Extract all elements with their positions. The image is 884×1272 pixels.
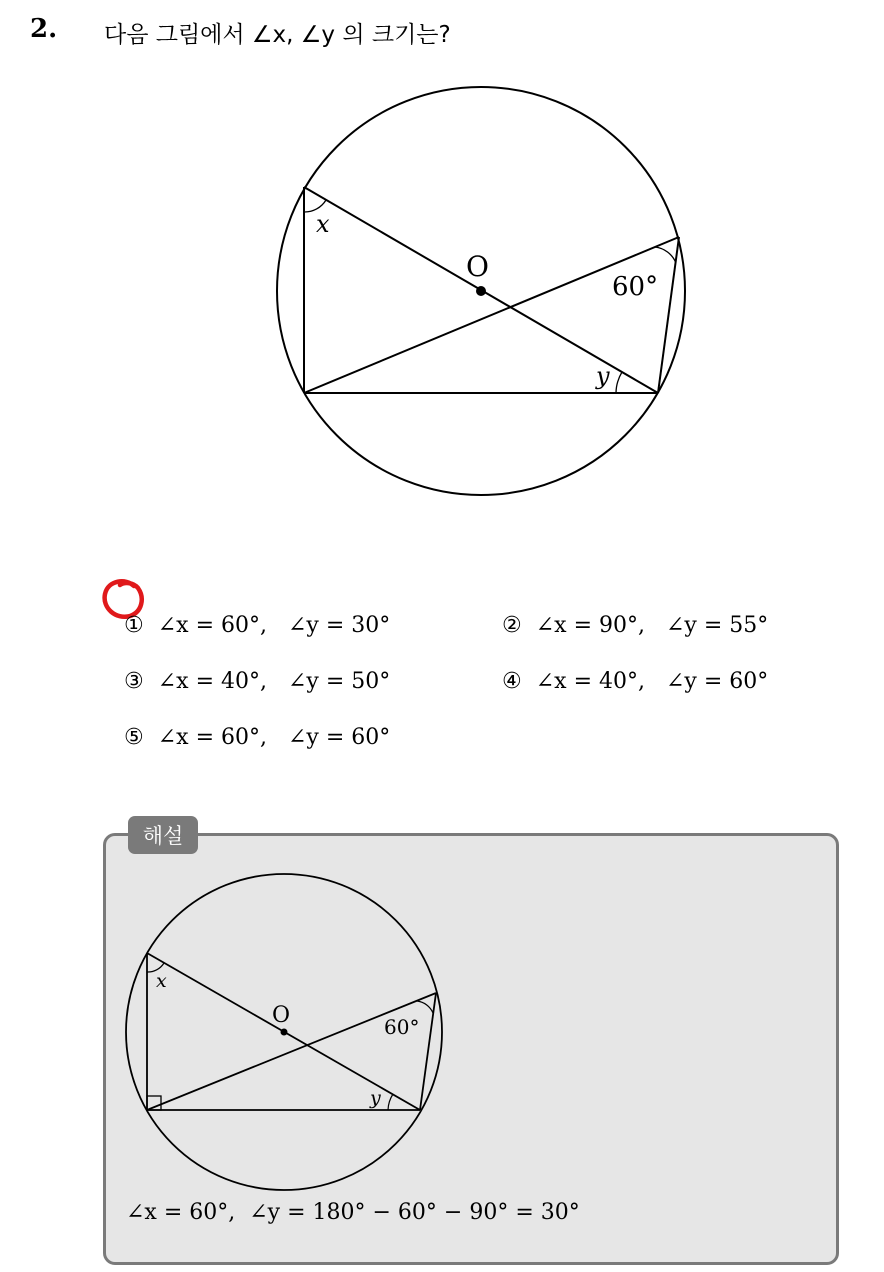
- choice-4-text: ∠x = 40°, ∠y = 60°: [535, 669, 769, 694]
- choice-5-number: ⑤: [124, 725, 144, 750]
- solution-text: ∠x = 60°, ∠y = 180° − 60° − 90° = 30°: [126, 1200, 580, 1225]
- question-text: 다음 그림에서 ∠x, ∠y 의 크기는?: [104, 22, 451, 48]
- choice-1-number: ①: [124, 613, 144, 638]
- question-number: 2.: [30, 14, 58, 44]
- choice-3-text: ∠x = 40°, ∠y = 50°: [157, 669, 391, 694]
- main-label-o: O: [466, 250, 489, 283]
- choice-2-number: ②: [502, 613, 522, 638]
- main-label-60: 60°: [612, 272, 659, 302]
- solution-chord-to-right: [147, 993, 436, 1110]
- solution-label-o: O: [272, 1003, 291, 1028]
- solution-right-side: [420, 993, 436, 1110]
- solution-tag: 해설: [128, 816, 198, 854]
- solution-center-point: [281, 1029, 288, 1036]
- choice-2-text: ∠x = 90°, ∠y = 55°: [535, 613, 769, 638]
- solution-arc-y: [388, 1094, 393, 1110]
- main-label-y: y: [596, 362, 610, 390]
- choice-1-text: ∠x = 60°, ∠y = 30°: [157, 613, 391, 638]
- choice-3-number: ③: [124, 669, 144, 694]
- choice-5-text: ∠x = 60°, ∠y = 60°: [157, 725, 391, 750]
- solution-label-x: x: [156, 970, 167, 992]
- choice-4-number: ④: [502, 669, 522, 694]
- solution-label-60: 60°: [384, 1015, 420, 1039]
- solution-label-y: y: [370, 1087, 381, 1109]
- solution-arc-60: [417, 1001, 433, 1013]
- main-label-x: x: [316, 210, 330, 238]
